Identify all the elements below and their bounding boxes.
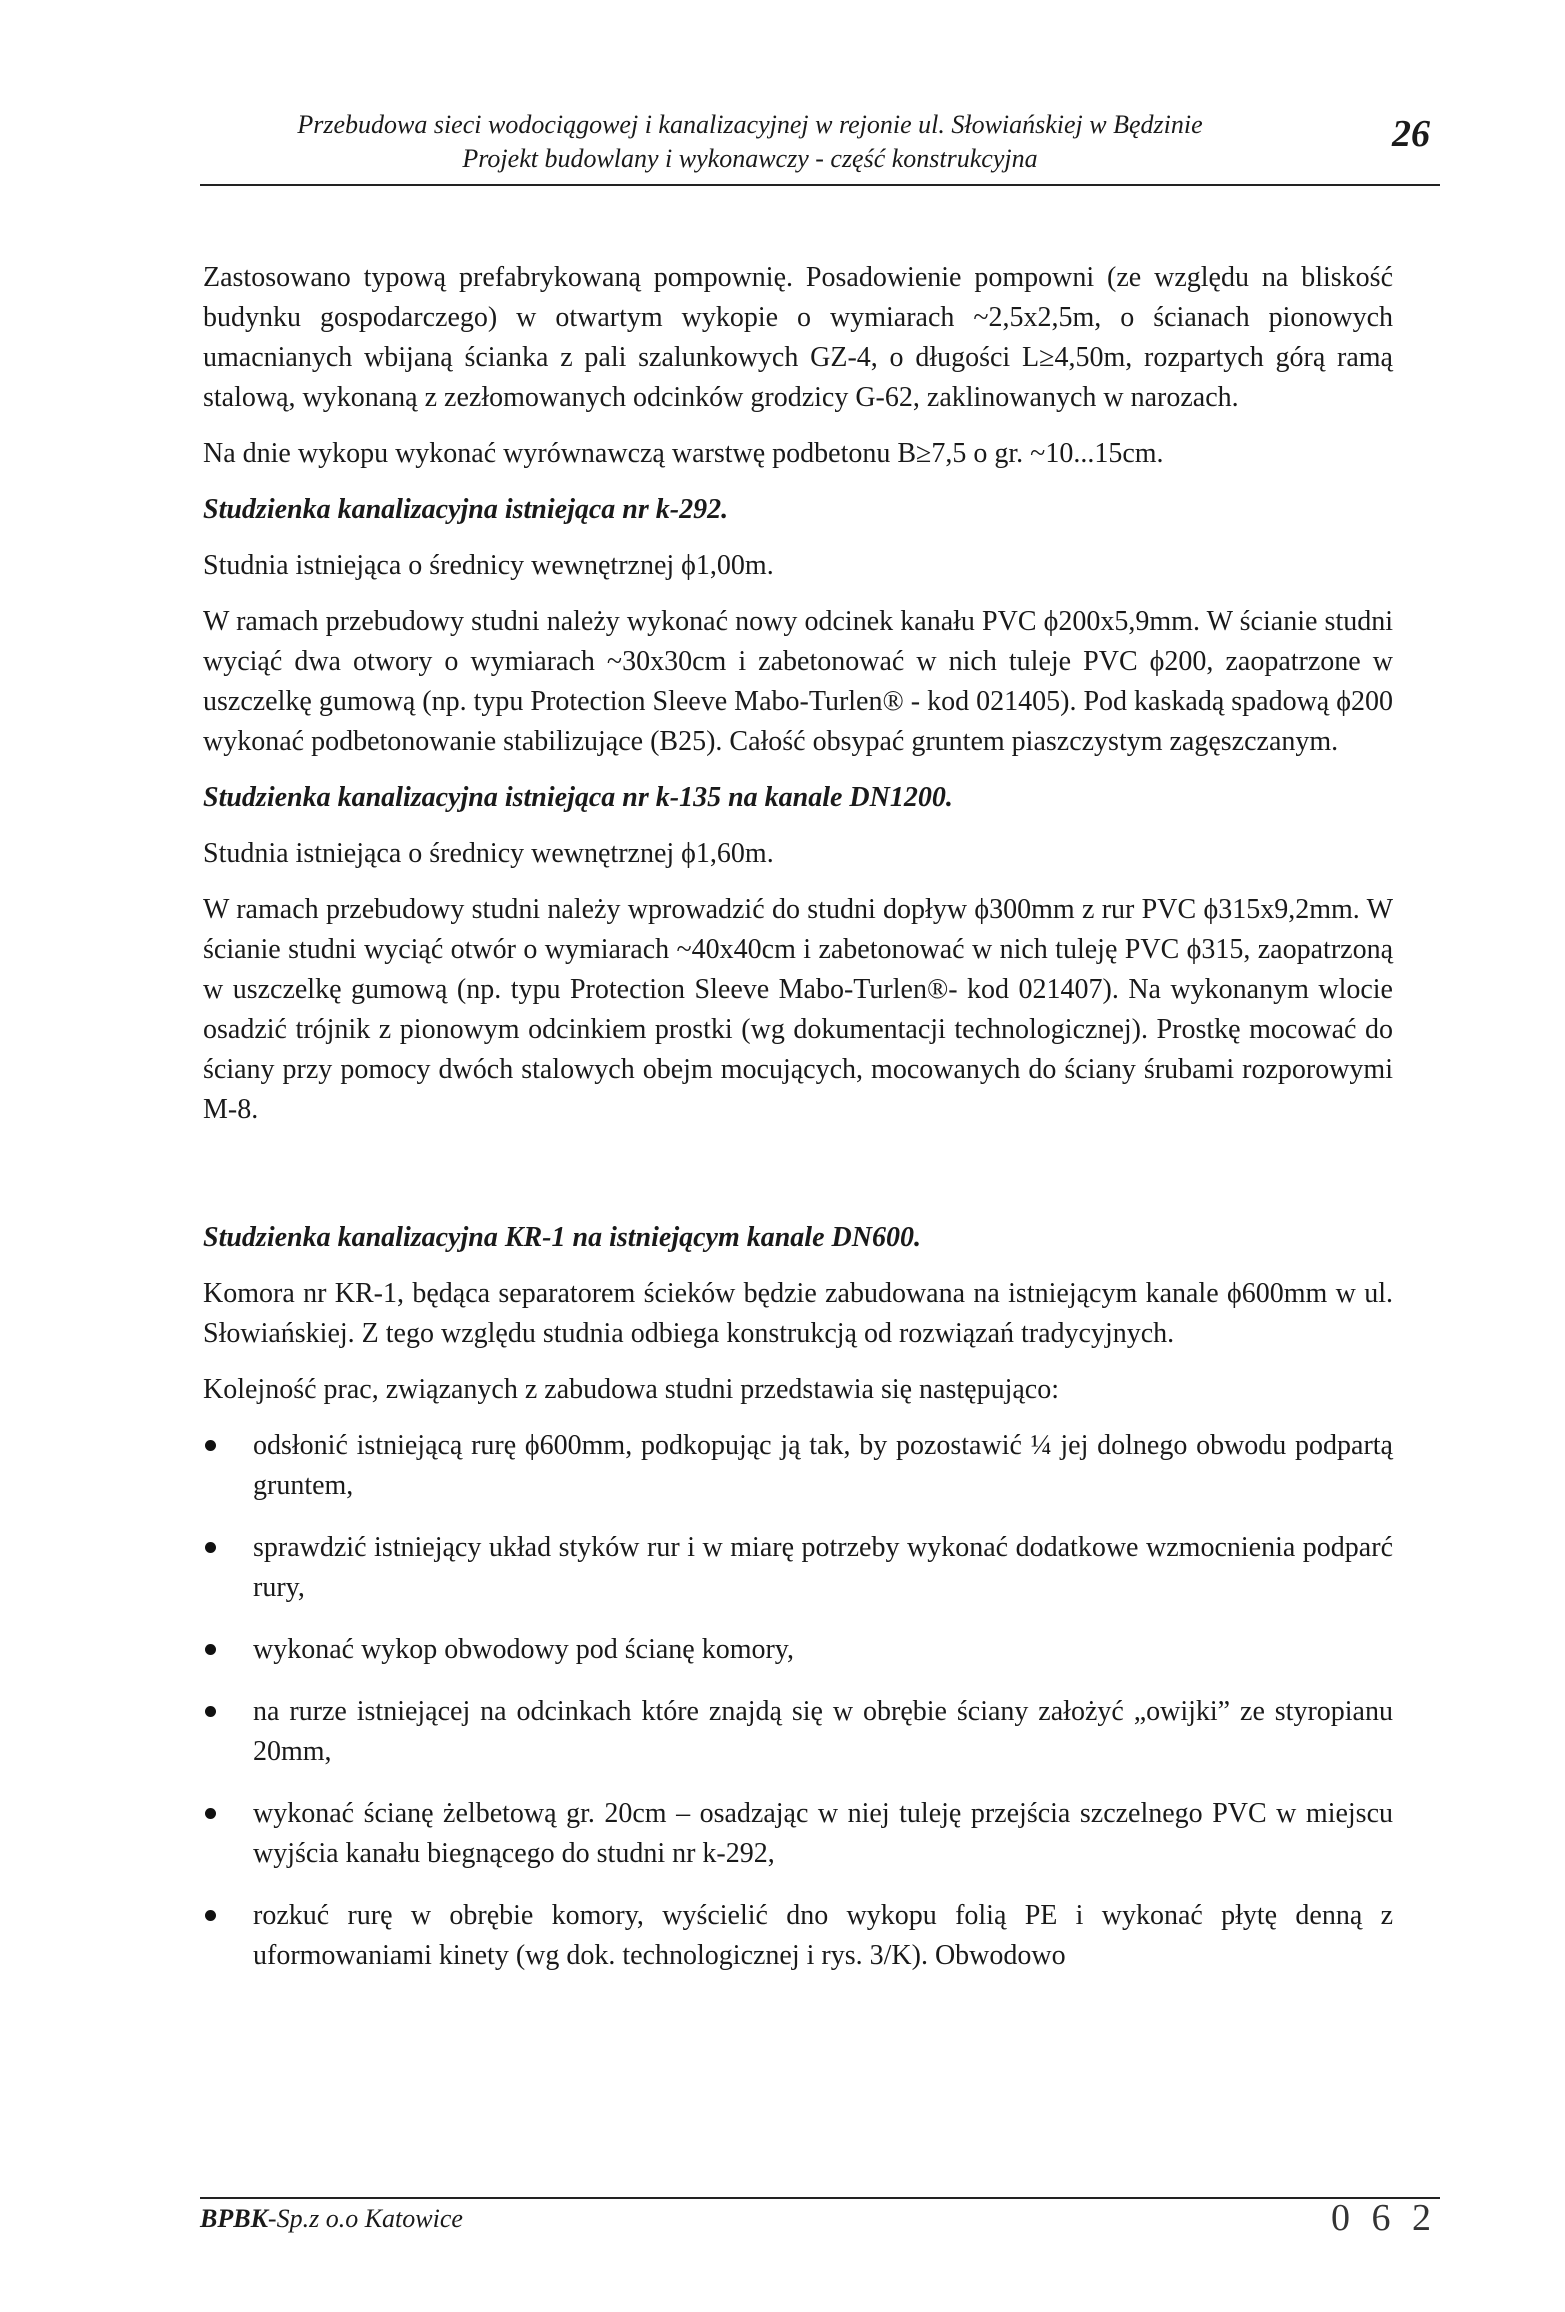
paragraph-k292-works: W ramach przebudowy studni należy wykonać nowy odcinek kanału PVC ϕ200x5,9mm. W ścianie studni wyciąć dwa otwory o wymiarach ~30x30cm i zabetonować w nich tuleje PVC ϕ200, zaopatrzone w uszczelkę gumową (np. typu Protection Sleeve Mabo-Turlen® - kod 021405). Pod kaskadą spadową ϕ200 wykonać podbetonowanie stabilizujące (B25). Całość obsypać gruntem piaszczystym zagęszczanym. (203, 606, 1393, 757)
work-steps-list (203, 1426, 1393, 1976)
paragraph-k292-diameter: Studnia istniejąca o średnicy wewnętrznej ϕ1,00m. (203, 550, 774, 581)
bullet-icon (205, 1706, 216, 1717)
page-number: 26 (1392, 113, 1430, 155)
footer-stamp-number: 0 6 2 (1331, 2197, 1437, 2239)
footer-company (200, 2204, 463, 2234)
bullet-icon (205, 1542, 216, 1553)
list-item-text: wykonać ścianę żelbetową gr. 20cm – osadzając w niej tuleję przejścia szczelnego PVC w miejscu wyjścia kanału biegnącego do studni nr k-292, (253, 1798, 1393, 1869)
bullet-icon (205, 1910, 216, 1921)
list-item-text: sprawdzić istniejący układ styków rur i w miarę potrzeby wykonać dodatkowe wzmocnienia podparć rury, (253, 1532, 1393, 1603)
list-item-text: na rurze istniejącej na odcinkach które znajdą się w obrębie ściany założyć „owijki” ze styropianu 20mm, (253, 1696, 1393, 1767)
paragraph-work-order: Kolejność prac, związanych z zabudowa studni przedstawia się następująco: (203, 1374, 1059, 1405)
list-item-text: odsłonić istniejącą rurę ϕ600mm, podkopując ją tak, by pozostawić ¼ jej dolnego obwodu podpartą gruntem, (253, 1430, 1393, 1501)
footer-company-rest: -Sp.z o.o Katowice (267, 2204, 463, 2233)
paragraph-k135-diameter: Studnia istniejąca o średnicy wewnętrznej ϕ1,60m. (203, 838, 774, 869)
bullet-icon (205, 1644, 216, 1655)
list-item (203, 1528, 1393, 1608)
list-item (203, 1426, 1393, 1506)
footer-company-bold: BPBK (200, 2204, 268, 2233)
page-header (200, 108, 1440, 188)
list-item-text: rozkuć rurę w obrębie komory, wyścielić dno wykopu folią PE i wykonać płytę denną z uformowaniami kinety (wg dok. technologicznej i rys. 3/K). Obwodowo (253, 1900, 1393, 1971)
section-heading-kr1: Studzienka kanalizacyjna KR-1 na istniejącym kanale DN600. (203, 1222, 921, 1253)
paragraph-kr1-intro: Komora nr KR-1, będąca separatorem ścieków będzie zabudowana na istniejącym kanale ϕ600mm w ul. Słowiańskiej. Z tego względu studnia odbiega konstrukcją od rozwiązań tradycyjnych. (203, 1278, 1393, 1349)
list-item (203, 1794, 1393, 1874)
bullet-icon (205, 1440, 216, 1451)
header-divider (200, 184, 1440, 186)
header-project-subtitle: Projekt budowlany i wykonawczy - część konstrukcyjna (462, 144, 1038, 173)
list-item (203, 1630, 1393, 1670)
list-item (203, 1692, 1393, 1772)
header-project-title: Przebudowa sieci wodociągowej i kanalizacyjnej w rejonie ul. Słowiańskiej w Będzinie (297, 110, 1203, 139)
list-item-text: wykonać wykop obwodowy pod ścianę komory, (253, 1634, 794, 1665)
section-heading-k135: Studzienka kanalizacyjna istniejąca nr k-135 na kanale DN1200. (203, 782, 953, 813)
paragraph-subconcrete: Na dnie wykopu wykonać wyrównawczą warstwę podbetonu B≥7,5 o gr. ~10...15cm. (203, 438, 1164, 469)
list-item (203, 1896, 1393, 1976)
paragraph-k135-works: W ramach przebudowy studni należy wprowadzić do studni dopływ ϕ300mm z rur PVC ϕ315x9,2mm. W ścianie studni wyciąć otwór o wymiarach ~40x40cm i zabetonować w nich tuleję PVC ϕ315, zaopatrzoną w uszczelkę gumową (np. typu Protection Sleeve Mabo-Turlen®- kod 021407). Na wykonanym wlocie osadzić trójnik z pionowym odcinkiem prostki (wg dokumentacji technologicznej). Prostkę mocować do ściany przy pomocy dwóch stalowych obejm mocujących, mocowanych do ściany śrubami rozporowymi M-8. (203, 894, 1393, 1125)
paragraph-pump-station: Zastosowano typową prefabrykowaną pompownię. Posadowienie pompowni (ze względu na bliskość budynku gospodarczego) w otwartym wykopie o wymiarach ~2,5x2,5m, o ścianach pionowych umacnianych wbijaną ścianka z pali szalunkowych GZ-4, o długości L≥4,50m, rozpartych górą ramą stalową, wykonaną z zezłomowanych odcinków grodzicy G-62, zaklinowanych w narozach. (203, 262, 1393, 413)
bullet-icon (205, 1808, 216, 1819)
footer-divider (200, 2197, 1440, 2199)
document-body (203, 258, 1393, 1998)
section-heading-k292: Studzienka kanalizacyjna istniejąca nr k-292. (203, 494, 729, 525)
